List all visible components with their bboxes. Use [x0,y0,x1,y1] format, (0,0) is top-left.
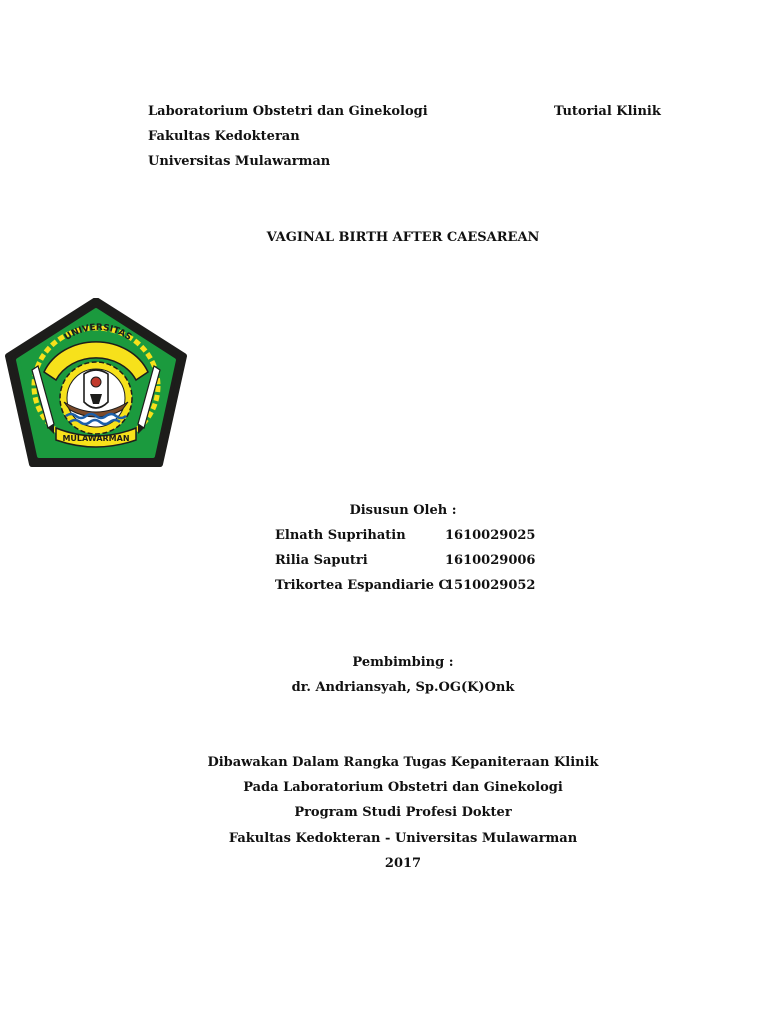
footer-line: Fakultas Kedokteran - Universitas Mulawarman [228,831,578,846]
supervisor-heading: Pembimbing : [352,655,454,670]
footer-line: Program Studi Profesi Dokter [294,805,512,820]
footer-line: Dibawakan Dalam Rangka Tugas Kepaniteraan Klinik [207,755,599,770]
university-logo [4,298,188,470]
logo-emblem-eye [91,377,101,387]
footer-line: Pada Laboratorium Obstetri dan Ginekologi [243,780,563,795]
author-name: Trikortea Espandiarie C [275,578,449,593]
header-type: Tutorial Klinik [554,104,661,119]
author-nim: 1610029025 [445,528,536,543]
author-nim: 1510029052 [445,578,536,593]
header-university: Universitas Mulawarman [148,154,331,169]
supervisor-name: dr. Andriansyah, Sp.OG(K)Onk [291,680,515,695]
author-name: Rilia Saputri [275,553,368,568]
logo-top-text: UNIVERSITAS [62,322,134,343]
document-title: VAGINAL BIRTH AFTER CAESAREAN [266,230,540,245]
header-faculty: Fakultas Kedokteran [148,129,300,144]
author-name: Elnath Suprihatin [275,528,406,543]
header-lab: Laboratorium Obstetri dan Ginekologi [148,104,428,119]
author-nim: 1610029006 [445,553,536,568]
authors-heading: Disusun Oleh : [349,503,457,518]
logo-bottom-text: MULAWARMAN [62,434,130,443]
footer-year: 2017 [384,856,422,871]
